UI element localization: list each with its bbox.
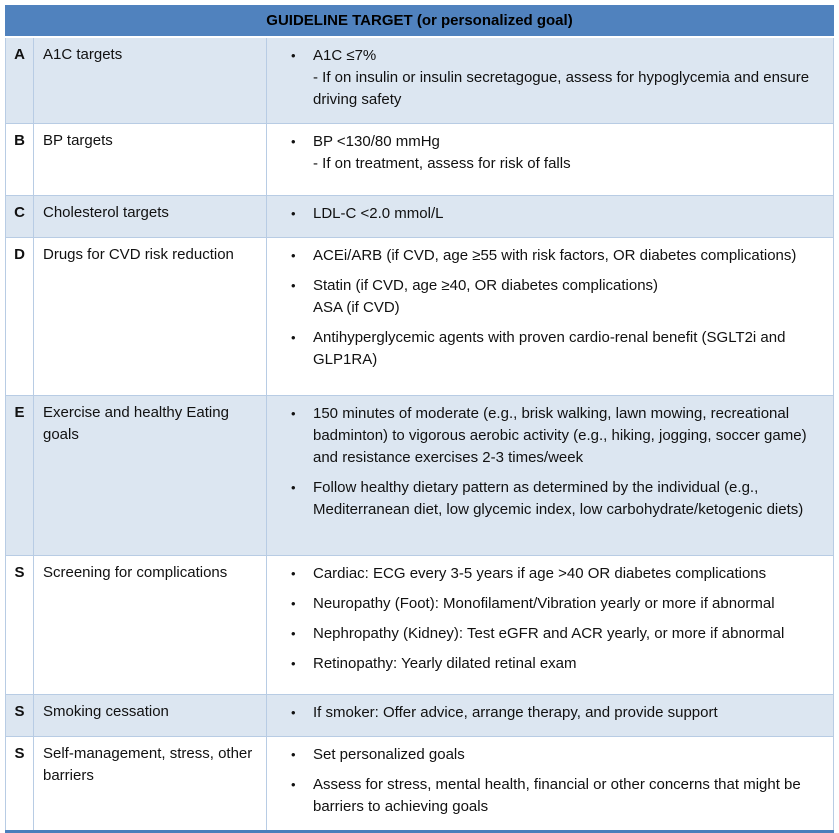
- bullet-text: [313, 131, 829, 175]
- bullet-item: [267, 203, 829, 225]
- bullet-text: [313, 45, 829, 111]
- bullet-icon: •: [291, 747, 296, 762]
- bullet-item: [267, 477, 829, 521]
- bullet-text: [313, 477, 829, 521]
- bullet-line: BP <130/80 mmHg: [313, 133, 440, 150]
- bullet-item: [267, 403, 829, 469]
- bullet-line: LDL-C <2.0 mmol/L: [313, 205, 444, 222]
- row-bullets: [267, 196, 834, 238]
- bullet-item: [267, 653, 829, 675]
- bullet-text: [313, 203, 829, 225]
- bullet-text: [313, 327, 829, 371]
- bullet-icon: •: [291, 566, 296, 581]
- bullet-line: 150 minutes of moderate (e.g., brisk walking, lawn mowing, recreational badminton) to vigorous aerobic activity (e.g., hiking, jogging, soccer game) and resistance exercises 2-3 times/week: [313, 405, 807, 466]
- bullet-icon: •: [291, 330, 296, 345]
- bullet-icon: •: [291, 206, 296, 221]
- table-row: [6, 238, 834, 396]
- bullet-icon: •: [291, 705, 296, 720]
- bullet-text: [313, 623, 829, 645]
- bullet-line: ACEi/ARB (if CVD, age ≥55 with risk factors, OR diabetes complications): [313, 247, 797, 264]
- row-label: A1C targets: [34, 37, 267, 124]
- bullet-text: [313, 563, 829, 585]
- bullet-icon: •: [291, 626, 296, 641]
- row-bullets: [267, 556, 834, 695]
- bullet-line: If smoker: Offer advice, arrange therapy, and provide support: [313, 704, 718, 721]
- bullet-icon: •: [291, 596, 296, 611]
- bullet-item: [267, 275, 829, 319]
- row-label: Self-management, stress, other barriers: [34, 737, 267, 832]
- bullet-icon: •: [291, 248, 296, 263]
- row-letter: S: [6, 737, 34, 832]
- bullet-item: [267, 327, 829, 371]
- table-row: [6, 124, 834, 196]
- row-label: Exercise and healthy Eating goals: [34, 396, 267, 556]
- bullet-text: [313, 593, 829, 615]
- table-row: [6, 37, 834, 124]
- bullet-item: [267, 45, 829, 111]
- bullet-item: [267, 131, 829, 175]
- bullet-item: [267, 593, 829, 615]
- bullet-text: [313, 275, 829, 319]
- bullet-icon: •: [291, 48, 296, 63]
- bullet-line: Set personalized goals: [313, 746, 465, 763]
- bullet-line: Assess for stress, mental health, financial or other concerns that might be barriers to achieving goals: [313, 776, 801, 815]
- bullet-icon: •: [291, 134, 296, 149]
- table-row: [6, 737, 834, 832]
- bullet-item: [267, 744, 829, 766]
- bullet-text: [313, 744, 829, 766]
- row-label: Smoking cessation: [34, 695, 267, 737]
- bullet-text: [313, 245, 829, 267]
- bullet-text: [313, 653, 829, 675]
- row-bullets: [267, 238, 834, 396]
- bullet-icon: •: [291, 777, 296, 792]
- row-label: BP targets: [34, 124, 267, 196]
- bullet-item: [267, 623, 829, 645]
- bullet-line: Cardiac: ECG every 3-5 years if age >40 OR diabetes complications: [313, 565, 767, 582]
- row-label: Cholesterol targets: [34, 196, 267, 238]
- bullet-icon: •: [291, 656, 296, 671]
- row-label: Drugs for CVD risk reduction: [34, 238, 267, 396]
- table-row: [6, 196, 834, 238]
- row-bullets: [267, 396, 834, 556]
- bullet-line: - If on treatment, assess for risk of falls: [313, 155, 571, 172]
- bullet-line: Follow healthy dietary pattern as determined by the individual (e.g., Mediterranean diet, low glycemic index, low carbohydrate/ketogenic diets): [313, 479, 804, 518]
- guideline-table: [5, 5, 834, 833]
- bullet-text: [313, 702, 829, 724]
- table-row: [6, 396, 834, 556]
- row-bullets: [267, 737, 834, 832]
- bullet-line: Antihyperglycemic agents with proven cardio-renal benefit (SGLT2i and GLP1RA): [313, 329, 786, 368]
- bullet-item: [267, 774, 829, 818]
- bullet-item: [267, 245, 829, 267]
- bullet-icon: •: [291, 406, 296, 421]
- bullet-line: Statin (if CVD, age ≥40, OR diabetes complications): [313, 277, 659, 294]
- row-bullets: [267, 695, 834, 737]
- table-row: [6, 556, 834, 695]
- bullet-line: Neuropathy (Foot): Monofilament/Vibration yearly or more if abnormal: [313, 595, 775, 612]
- bullet-line: Retinopathy: Yearly dilated retinal exam: [313, 655, 577, 672]
- bullet-line: Nephropathy (Kidney): Test eGFR and ACR yearly, or more if abnormal: [313, 625, 785, 642]
- row-bullets: [267, 37, 834, 124]
- row-letter: B: [6, 124, 34, 196]
- bullet-item: [267, 563, 829, 585]
- table-header-title: GUIDELINE TARGET (or personalized goal): [6, 6, 834, 38]
- row-letter: D: [6, 238, 34, 396]
- bullet-text: [313, 403, 829, 469]
- bullet-icon: •: [291, 480, 296, 495]
- table-header-row: [6, 6, 834, 38]
- bullet-line: A1C ≤7%: [313, 47, 377, 64]
- bullet-line: - If on insulin or insulin secretagogue, assess for hypoglycemia and ensure driving safety: [313, 69, 810, 108]
- bullet-item: [267, 702, 829, 724]
- table-row: [6, 695, 834, 737]
- row-letter: E: [6, 396, 34, 556]
- row-bullets: [267, 124, 834, 196]
- row-label: Screening for complications: [34, 556, 267, 695]
- row-letter: S: [6, 695, 34, 737]
- row-letter: S: [6, 556, 34, 695]
- bullet-text: [313, 774, 829, 818]
- row-letter: C: [6, 196, 34, 238]
- row-letter: A: [6, 37, 34, 124]
- bullet-line: ASA (if CVD): [313, 299, 400, 316]
- bullet-icon: •: [291, 278, 296, 293]
